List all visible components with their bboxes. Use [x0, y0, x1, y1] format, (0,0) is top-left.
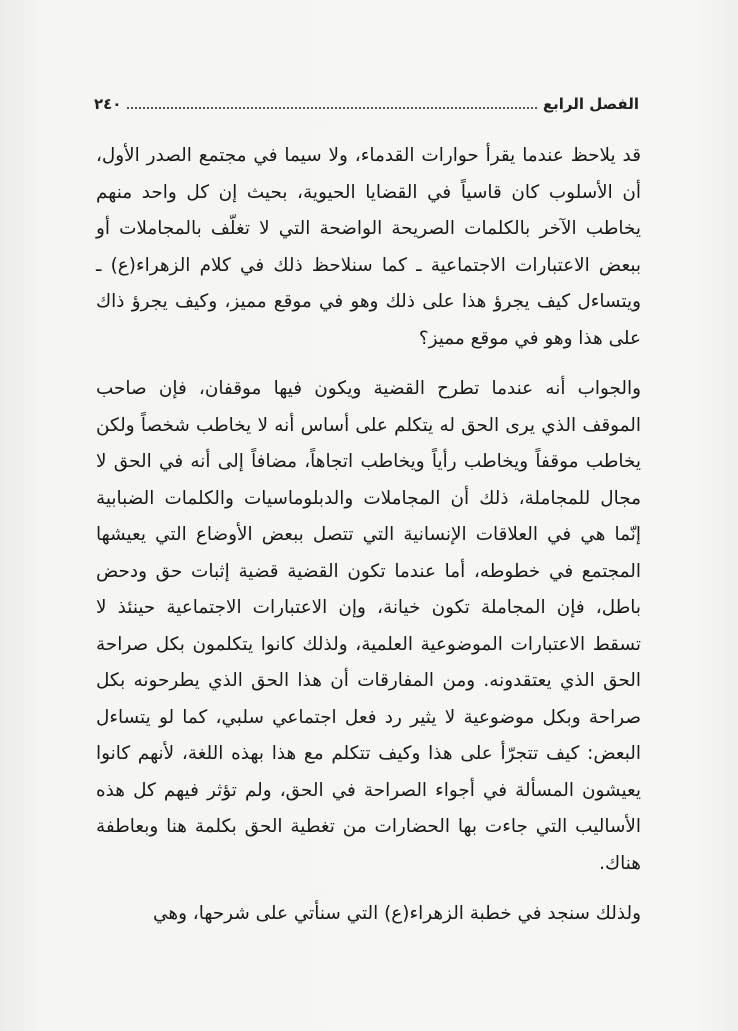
running-header — [94, 92, 639, 116]
body-text — [96, 138, 641, 933]
dotted-leader — [127, 107, 536, 109]
paragraph-3: ولذلك سنجد في خطبة الزهراء(ع) التي سنأتي على شرحها، وهي — [153, 903, 641, 924]
paragraph-2: والجواب أنه عندما تطرح القضية ويكون فيها موقفان، فإن صاحب الموقف الذي يرى الحق له يتكلم على أساس أنه لا يخاطب شخصاً ولكن يخاطب موقفاً ويخاطب رأياً ويخاطب اتجاهاً، مضافاً إلى أنه في الحق لا مجال للمجاملة، ذلك أن المجاملات والدبلوماسيات والكلمات الضبابية إنّما هي في العلاقات الإنسانية التي تتصل ببعض الأوضاع التي يعيشها المجتمع في خطوطه، أما عندما تكون القضية قضية إثبات حق ودحض باطل، فإن المجاملة تكون خيانة، وإن الاعتبارات الاجتماعية حينئذ لا تسقط الاعتبارات الموضوعية العلمية، ولذلك كانوا يتكلمون بكل صراحة الحق الذي يعتقدونه. ومن المفارقات أن هذا الحق الذي يطرحونه بكل صراحة وبكل موضوعية لا يثير رد فعل اجتماعي سلبي، كما لو يتساءل البعض: كيف تتجرّأ على هذا وكيف تتكلم مع هذا بهذه اللغة، لأنهم كانوا يعيشون المسألة في أجواء الصراحة في الحق، ولم تؤثر فيهم كل هذه الأساليب التي جاءت بها الحضارات من تغطية الحق بكلمة هنا وبعاطفة هناك. — [96, 378, 641, 874]
paragraph-1: قد يلاحظ عندما يقرأ حوارات القدماء، ولا سيما في مجتمع الصدر الأول، أن الأسلوب كان قاسياً في القضايا الحيوية، بحيث إن كل واحد منهم يخاطب الآخر بالكلمات الصريحة الواضحة التي لا تغلّف بالمجاملات أو ببعض الاعتبارات الاجتماعية ـ كما سنلاحظ ذلك في كلام الزهراء(ع) ـ ويتساءل كيف يجرؤ هذا على ذلك وهو في موقع مميز، وكيف يجرؤ ذاك على هذا وهو في موقع مميز؟ — [96, 145, 641, 349]
page-number: ٢٤٠ — [94, 95, 122, 113]
chapter-title: الفصل الرابع — [542, 95, 639, 113]
